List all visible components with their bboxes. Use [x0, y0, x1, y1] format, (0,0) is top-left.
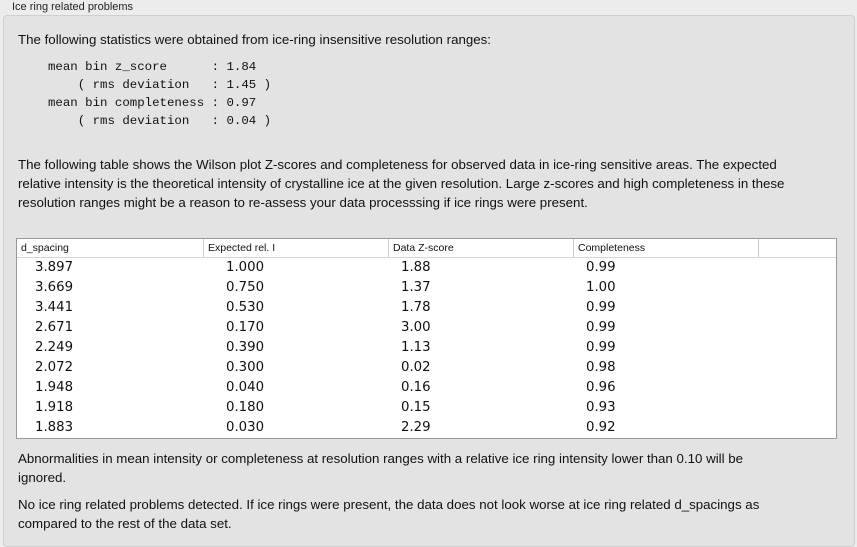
cell-d-spacing: 3.897 [35, 260, 74, 275]
cell-expected-rel-i: 1.000 [226, 260, 265, 275]
cell-data-z-score: 2.29 [401, 420, 431, 435]
cell-d-spacing: 3.669 [35, 280, 74, 295]
cell-d-spacing: 2.072 [35, 360, 74, 375]
cell-completeness: 0.99 [586, 320, 616, 335]
note-text: Abnormalities in mean intensity or completeness at resolution ranges with a relative ice ring intensity lower than 0.10 will be ignored. [18, 451, 744, 485]
table-row[interactable] [17, 278, 836, 298]
table-row[interactable] [17, 358, 836, 378]
cell-d-spacing: 2.671 [35, 320, 74, 335]
cell-completeness: 0.99 [586, 300, 616, 315]
cell-expected-rel-i: 0.180 [226, 400, 265, 415]
cell-data-z-score: 0.16 [401, 380, 431, 395]
cell-expected-rel-i: 0.530 [226, 300, 265, 315]
cell-completeness: 0.93 [586, 400, 616, 415]
table-row[interactable] [17, 418, 836, 438]
column-header-empty [759, 239, 836, 257]
column-header-expected-rel-i[interactable]: Expected rel. I [204, 239, 389, 257]
cell-expected-rel-i: 0.300 [226, 360, 265, 375]
column-header-d-spacing[interactable]: d_spacing [17, 239, 204, 257]
cell-d-spacing: 2.249 [35, 340, 74, 355]
cell-completeness: 0.98 [586, 360, 616, 375]
intro-text: The following statistics were obtained from ice-ring insensitive resolution ranges: [18, 32, 492, 47]
cell-data-z-score: 3.00 [401, 320, 431, 335]
table-row[interactable] [17, 318, 836, 338]
cell-data-z-score: 1.78 [401, 300, 431, 315]
table-row[interactable] [17, 398, 836, 418]
cell-data-z-score: 1.13 [401, 340, 431, 355]
table-row[interactable] [17, 338, 836, 358]
cell-data-z-score: 0.15 [401, 400, 431, 415]
stats-block: mean bin z_score : 1.84 ( rms deviation : 1.45 ) mean bin completeness : 0.97 ( rms deviation : 0.04 ) [48, 60, 272, 128]
cell-completeness: 0.99 [586, 340, 616, 355]
table-row[interactable] [17, 298, 836, 318]
cell-d-spacing: 3.441 [35, 300, 74, 315]
table-row[interactable] [17, 378, 836, 398]
cell-completeness: 1.00 [586, 280, 616, 295]
cell-data-z-score: 1.37 [401, 280, 431, 295]
cell-data-z-score: 1.88 [401, 260, 431, 275]
cell-expected-rel-i: 0.390 [226, 340, 265, 355]
cell-d-spacing: 1.918 [35, 400, 74, 415]
cell-completeness: 0.96 [586, 380, 616, 395]
ice-ring-table[interactable] [16, 238, 837, 439]
column-header-completeness[interactable]: Completeness [574, 239, 759, 257]
cell-expected-rel-i: 0.030 [226, 420, 265, 435]
table-intro-text: The following table shows the Wilson plot Z-scores and completeness for observed data in ice-ring sensitive areas. The expected relative intensity is the theoretical intensity of crystalline ice at the given resolution. Large z-scores and high completeness in these resolution ranges might be a reason to re-assess your data processsing if ice rings were present. [18, 157, 785, 210]
cell-expected-rel-i: 0.040 [226, 380, 265, 395]
cell-expected-rel-i: 0.170 [226, 320, 265, 335]
group-title: Ice ring related problems [12, 1, 134, 13]
cell-completeness: 0.92 [586, 420, 616, 435]
conclusion-text: No ice ring related problems detected. If ice rings were present, the data does not look worse at ice ring related d_spacings as compared to the rest of the data set. [18, 497, 760, 531]
table-row[interactable] [17, 258, 836, 278]
cell-d-spacing: 1.948 [35, 380, 74, 395]
cell-data-z-score: 0.02 [401, 360, 431, 375]
column-header-data-z-score[interactable]: Data Z-score [389, 239, 574, 257]
cell-expected-rel-i: 0.750 [226, 280, 265, 295]
table-header [17, 239, 836, 258]
cell-d-spacing: 1.883 [35, 420, 74, 435]
cell-completeness: 0.99 [586, 260, 616, 275]
